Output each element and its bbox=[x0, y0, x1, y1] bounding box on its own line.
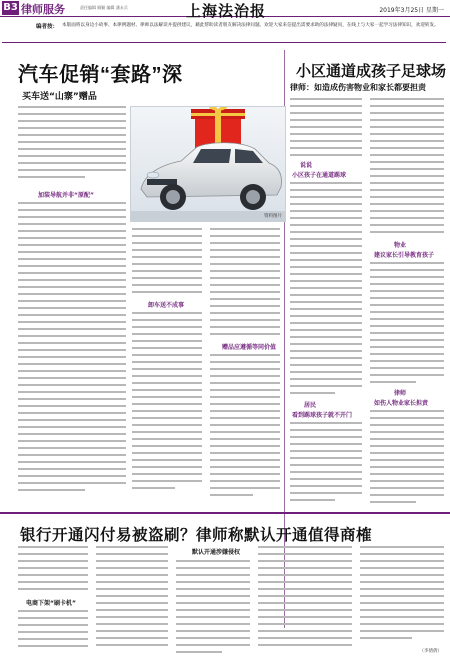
right-label-2: 居民 bbox=[304, 402, 317, 409]
right-subheading-2: 看到踢球孩子就不开门 bbox=[292, 412, 353, 419]
right-article-body-col2-mid bbox=[370, 262, 444, 388]
bottom-article-body-col2 bbox=[96, 546, 168, 651]
editor-credits: 责任编辑 顾颖 编辑 潘永兵 bbox=[80, 5, 128, 10]
editor-note-label: 编者按： bbox=[36, 24, 59, 30]
right-article-body-col1-top bbox=[290, 98, 362, 161]
left-article-body-col2 bbox=[132, 228, 202, 298]
left-subheading-1: 加装导航并非“原配” bbox=[38, 192, 94, 199]
right-article-body-col2-top bbox=[370, 98, 444, 238]
left-article-body-col1-bottom bbox=[18, 202, 126, 496]
left-article-body-col3-b bbox=[210, 354, 280, 501]
right-label-1: 说说 bbox=[300, 162, 313, 169]
editor-note bbox=[2, 20, 446, 43]
article-photo-car bbox=[130, 106, 286, 222]
editor-note-text: 本版面将以身边小故事、本律例题材、律师以法解读并提供建议，藉此帮助读者朋友解决法律问题。欢迎大家来信提出需要求助的法律疑问，在线上与大家一起学习法律知识，欢迎转发。 bbox=[62, 23, 439, 28]
bottom-subheading-2: 默认开通涉嫌侵权 bbox=[192, 549, 241, 556]
left-article-body-col2-b bbox=[132, 312, 202, 494]
issue-date: 2019年3月25日 星期一 bbox=[379, 7, 444, 14]
bottom-article-headline: 银行开通闪付易被盗刷？律师称默认开通值得商榷 bbox=[20, 527, 373, 544]
right-article-body-col1-bottom bbox=[290, 422, 362, 506]
left-article-body-col1-top bbox=[18, 106, 126, 183]
newspaper-masthead: 上海法治报 bbox=[186, 2, 267, 20]
left-subheading-3: 赠品应遵循等同价值 bbox=[222, 344, 277, 351]
page-number: B3 bbox=[3, 2, 18, 13]
photo-caption: 资料图片 bbox=[264, 214, 282, 219]
right-article-body-col2-bottom bbox=[370, 410, 444, 508]
bottom-article-body-col1-b bbox=[18, 610, 88, 652]
right-article-body-col1-mid bbox=[290, 182, 362, 399]
left-article-body-col3 bbox=[210, 228, 280, 340]
bottom-article-body-col5 bbox=[360, 546, 444, 644]
right-article-headline: 小区通道成孩子足球场 bbox=[296, 63, 447, 80]
right-subheading-4: 如伤人物业家长担责 bbox=[374, 400, 429, 407]
left-article-headline: 汽车促销“套路”深 bbox=[18, 64, 183, 86]
bottom-article-body-col3 bbox=[176, 560, 250, 658]
right-label-3: 物业 bbox=[394, 242, 407, 249]
section-title: 律师服务 bbox=[21, 3, 65, 16]
section-divider bbox=[0, 512, 450, 514]
bottom-article-body-col4 bbox=[258, 546, 352, 651]
right-article-subhead: 律师：如造成伤害物业和家长都要担责 bbox=[290, 83, 426, 92]
car-gift-illustration bbox=[131, 107, 286, 222]
right-label-4: 律师 bbox=[394, 390, 407, 397]
bottom-article-body-col1 bbox=[18, 546, 88, 595]
left-article-subhead: 买车送“山寨”赠品 bbox=[22, 92, 97, 102]
page-header bbox=[0, 0, 450, 20]
right-subheading-1: 小区孩子在通道踢球 bbox=[292, 172, 347, 179]
right-subheading-3: 建议家长引导教育孩子 bbox=[374, 252, 435, 259]
bottom-subheading-1: 电商下架“刷卡机” bbox=[26, 600, 76, 607]
left-subheading-2: 卸车送不成事 bbox=[148, 302, 185, 309]
article-byline: （李倩倩） bbox=[419, 649, 442, 654]
